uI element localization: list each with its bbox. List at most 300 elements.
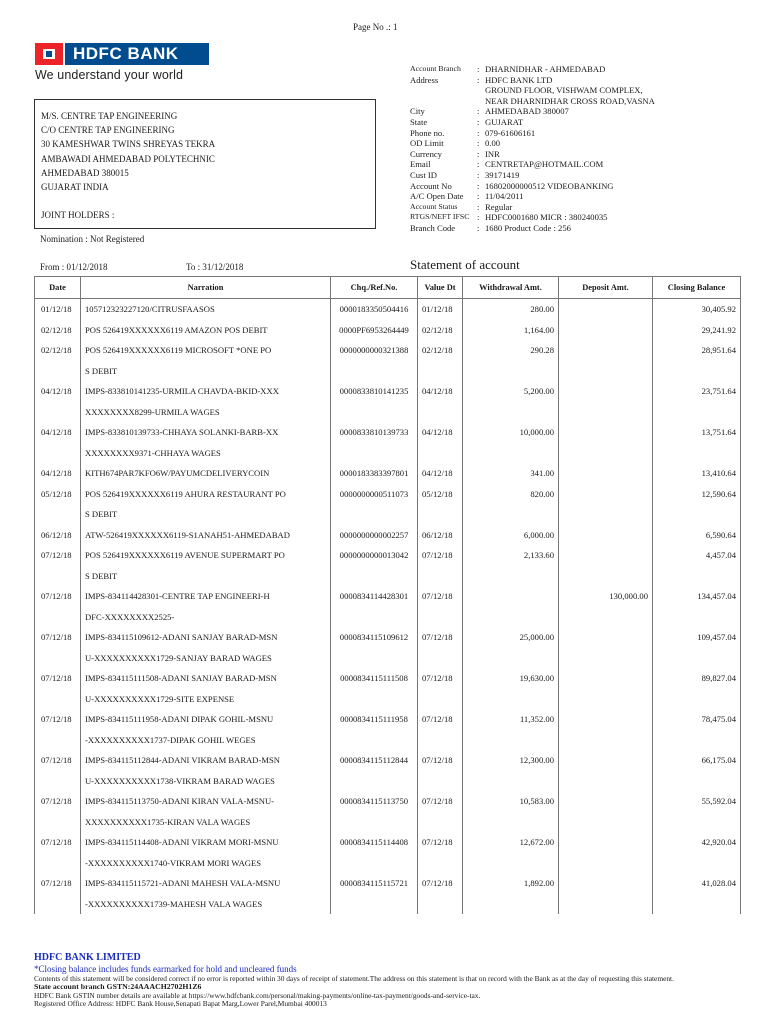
empty-cell bbox=[418, 894, 463, 915]
deposit-cell bbox=[559, 320, 653, 341]
account-info-label: Currency bbox=[410, 148, 442, 159]
account-info-label: RTGS/NEFT IFSC bbox=[410, 212, 470, 222]
withdrawal-cell: 1,164.00 bbox=[463, 320, 559, 341]
narration-cell: POS 526419XXXXXX6119 AMAZON POS DEBIT bbox=[81, 320, 331, 341]
empty-cell bbox=[653, 607, 741, 628]
withdrawal-cell: 290.28 bbox=[463, 340, 559, 361]
deposit-cell bbox=[559, 873, 653, 894]
empty-cell bbox=[559, 730, 653, 751]
withdrawal-cell: 2,133.60 bbox=[463, 545, 559, 566]
empty-cell bbox=[653, 894, 741, 915]
deposit-cell bbox=[559, 791, 653, 812]
empty-cell bbox=[463, 648, 559, 669]
empty-cell bbox=[463, 730, 559, 751]
deposit-cell bbox=[559, 422, 653, 443]
empty-cell bbox=[331, 648, 418, 669]
empty-cell bbox=[418, 361, 463, 382]
ref-cell: 0000833810141235 bbox=[331, 381, 418, 402]
date-cell: 02/12/18 bbox=[35, 320, 81, 341]
empty-cell bbox=[35, 771, 81, 792]
account-info-value: HDFC BANK LTD bbox=[485, 74, 553, 85]
ref-cell: 0000000000511073 bbox=[331, 484, 418, 505]
empty-cell bbox=[35, 730, 81, 751]
customer-address-line: AHMEDABAD 380015 bbox=[41, 167, 129, 178]
table-row-continuation bbox=[35, 504, 741, 525]
period-to: To : 31/12/2018 bbox=[186, 262, 244, 272]
empty-cell bbox=[35, 689, 81, 710]
account-info-value: AHMEDABAD 380007 bbox=[485, 106, 569, 117]
value-date-cell: 07/12/18 bbox=[418, 709, 463, 730]
empty-cell bbox=[418, 853, 463, 874]
narration-cell: IMPS-834115109612-ADANI SANJAY BARAD-MSN bbox=[81, 627, 331, 648]
withdrawal-cell: 11,352.00 bbox=[463, 709, 559, 730]
empty-cell bbox=[418, 443, 463, 464]
ref-cell: 0000834115109612 bbox=[331, 627, 418, 648]
deposit-cell bbox=[559, 832, 653, 853]
table-row bbox=[35, 545, 741, 566]
withdrawal-cell: 12,672.00 bbox=[463, 832, 559, 853]
value-date-cell: 07/12/18 bbox=[418, 545, 463, 566]
table-row bbox=[35, 381, 741, 402]
deposit-cell bbox=[559, 709, 653, 730]
narration-cell: IMPS-834115114408-ADANI VIKRAM MORI-MSNU bbox=[81, 832, 331, 853]
account-details bbox=[410, 64, 655, 234]
empty-cell bbox=[653, 730, 741, 751]
ref-cell: 0000000000013042 bbox=[331, 545, 418, 566]
empty-cell bbox=[559, 607, 653, 628]
value-date-cell: 07/12/18 bbox=[418, 627, 463, 648]
value-date-cell: 07/12/18 bbox=[418, 832, 463, 853]
account-info-row: Phone no. : 079-61606161 bbox=[410, 127, 536, 138]
account-info-label: Account Status bbox=[410, 201, 458, 211]
date-cell: 07/12/18 bbox=[35, 750, 81, 771]
table-row bbox=[35, 299, 741, 320]
deposit-cell bbox=[559, 750, 653, 771]
table-row bbox=[35, 463, 741, 484]
table-row-continuation bbox=[35, 361, 741, 382]
account-info-label: A/C Open Date bbox=[410, 191, 464, 202]
withdrawal-cell: 19,630.00 bbox=[463, 668, 559, 689]
deposit-cell bbox=[559, 299, 653, 320]
account-info-label: Email bbox=[410, 159, 431, 170]
date-cell: 07/12/18 bbox=[35, 791, 81, 812]
account-info-row: OD Limit : 0.00 bbox=[410, 138, 501, 149]
table-row bbox=[35, 484, 741, 505]
account-info-value: GUJARAT bbox=[485, 116, 524, 127]
bank-tagline: We understand your world bbox=[35, 68, 184, 82]
table-row bbox=[35, 709, 741, 730]
empty-cell bbox=[559, 689, 653, 710]
withdrawal-cell: 5,200.00 bbox=[463, 381, 559, 402]
balance-cell: 89,827.04 bbox=[653, 668, 741, 689]
withdrawal-cell: 12,300.00 bbox=[463, 750, 559, 771]
account-info-row: Email : CENTRETAP@HOTMAIL.COM bbox=[410, 159, 604, 170]
narration-cell: 105712323227120/CITRUSFAASOS bbox=[81, 299, 331, 320]
table-row bbox=[35, 627, 741, 648]
empty-cell bbox=[463, 402, 559, 423]
ref-cell: 0000000000321388 bbox=[331, 340, 418, 361]
account-info-row: Account Branch : DHARNIDHAR - AHMEDABAD bbox=[410, 64, 606, 74]
balance-cell: 66,175.04 bbox=[653, 750, 741, 771]
account-info-row bbox=[410, 85, 655, 96]
account-info-label: OD Limit bbox=[410, 138, 444, 149]
empty-cell bbox=[653, 648, 741, 669]
narration-cell: IMPS-833810141235-URMILA CHAVDA-BKID-XXX bbox=[81, 381, 331, 402]
ref-cell: 0000834114428301 bbox=[331, 586, 418, 607]
empty-cell bbox=[418, 730, 463, 751]
empty-cell bbox=[653, 771, 741, 792]
balance-cell: 23,751.64 bbox=[653, 381, 741, 402]
table-row bbox=[35, 422, 741, 443]
footer-registered-office: Registered Office Address: HDFC Bank House,Senapati Bapat Marg,Lower Parel,Mumbai 400013 bbox=[34, 999, 327, 1009]
withdrawal-cell: 341.00 bbox=[463, 463, 559, 484]
empty-cell bbox=[559, 361, 653, 382]
account-info-label bbox=[410, 96, 477, 107]
empty-cell bbox=[418, 689, 463, 710]
ref-cell: 0000183383397801 bbox=[331, 463, 418, 484]
value-date-cell: 04/12/18 bbox=[418, 463, 463, 484]
empty-cell bbox=[559, 648, 653, 669]
footer-bank-name: HDFC BANK LIMITED bbox=[34, 952, 141, 963]
account-info-row: Address : HDFC BANK LTD bbox=[410, 74, 553, 85]
withdrawal-cell: 25,000.00 bbox=[463, 627, 559, 648]
account-info-value: 0.00 bbox=[485, 138, 501, 149]
table-row-continuation bbox=[35, 853, 741, 874]
date-cell: 01/12/18 bbox=[35, 299, 81, 320]
empty-cell bbox=[331, 566, 418, 587]
column-header: Withdrawal Amt. bbox=[463, 277, 559, 299]
withdrawal-cell: 280.00 bbox=[463, 299, 559, 320]
empty-cell bbox=[463, 812, 559, 833]
balance-cell: 41,028.04 bbox=[653, 873, 741, 894]
empty-cell bbox=[418, 566, 463, 587]
narration-cell: -XXXXXXXXXX1740-VIKRAM MORI WAGES bbox=[81, 853, 331, 874]
narration-cell: ATW-526419XXXXXX6119-S1ANAH51-AHMEDABAD bbox=[81, 525, 331, 546]
customer-address-line bbox=[41, 194, 375, 208]
account-info-label: Account No bbox=[410, 180, 452, 191]
footer-disclaimer: Contents of this statement will be considered correct if no error is reported within 30 days of receipt of statement.The address on this statement is that on record with the Bank as at the day of requesting this statement. bbox=[34, 974, 674, 983]
empty-cell bbox=[559, 853, 653, 874]
ref-cell: 0000834115113750 bbox=[331, 791, 418, 812]
narration-cell: IMPS-834115113750-ADANI KIRAN VALA-MSNU- bbox=[81, 791, 331, 812]
narration-cell: POS 526419XXXXXX6119 AVENUE SUPERMART PO bbox=[81, 545, 331, 566]
empty-cell bbox=[331, 504, 418, 525]
empty-cell bbox=[463, 853, 559, 874]
narration-cell: IMPS-834114428301-CENTRE TAP ENGINEERI-H bbox=[81, 586, 331, 607]
empty-cell bbox=[653, 812, 741, 833]
empty-cell bbox=[463, 443, 559, 464]
account-info-label: Branch Code bbox=[410, 222, 456, 233]
footer-gstin: State account branch GSTN:24AAACH2702H1Z6 bbox=[34, 982, 202, 992]
narration-cell: S DEBIT bbox=[81, 361, 331, 382]
balance-cell: 4,457.04 bbox=[653, 545, 741, 566]
empty-cell bbox=[559, 443, 653, 464]
empty-cell bbox=[35, 812, 81, 833]
customer-address-line: AMBAWADI AHMEDABAD POLYTECHNIC bbox=[41, 153, 215, 164]
table-row-continuation bbox=[35, 648, 741, 669]
table-row-continuation bbox=[35, 443, 741, 464]
balance-cell: 29,241.92 bbox=[653, 320, 741, 341]
empty-cell bbox=[35, 504, 81, 525]
account-info-label bbox=[410, 85, 477, 96]
balance-cell: 42,920.04 bbox=[653, 832, 741, 853]
narration-cell: IMPS-834115111958-ADANI DIPAK GOHIL-MSNU bbox=[81, 709, 331, 730]
balance-cell: 134,457.04 bbox=[653, 586, 741, 607]
narration-cell: S DEBIT bbox=[81, 504, 331, 525]
empty-cell bbox=[35, 402, 81, 423]
deposit-cell bbox=[559, 545, 653, 566]
customer-address-line: GUJARAT INDIA bbox=[41, 182, 109, 193]
account-info-row: Currency : INR bbox=[410, 148, 500, 159]
withdrawal-cell bbox=[463, 586, 559, 607]
deposit-cell bbox=[559, 340, 653, 361]
empty-cell bbox=[418, 812, 463, 833]
column-header: Narration bbox=[81, 277, 331, 299]
value-date-cell: 01/12/18 bbox=[418, 299, 463, 320]
narration-cell: -XXXXXXXXXX1737-DIPAK GOHIL WEGES bbox=[81, 730, 331, 751]
table-row bbox=[35, 320, 741, 341]
table-row-continuation bbox=[35, 771, 741, 792]
empty-cell bbox=[463, 894, 559, 915]
empty-cell bbox=[418, 648, 463, 669]
account-info-value: 1680 Product Code : 256 bbox=[485, 222, 571, 233]
ref-cell: 0000834115115721 bbox=[331, 873, 418, 894]
date-cell: 07/12/18 bbox=[35, 586, 81, 607]
account-info-label: State bbox=[410, 116, 428, 127]
narration-cell: XXXXXXXX9371-CHHAYA WAGES bbox=[81, 443, 331, 464]
deposit-cell bbox=[559, 627, 653, 648]
value-date-cell: 07/12/18 bbox=[418, 586, 463, 607]
empty-cell bbox=[331, 853, 418, 874]
table-row bbox=[35, 832, 741, 853]
column-header: Value Dt bbox=[418, 277, 463, 299]
date-cell: 07/12/18 bbox=[35, 873, 81, 894]
value-date-cell: 04/12/18 bbox=[418, 381, 463, 402]
period-from: From : 01/12/2018 bbox=[40, 262, 108, 272]
empty-cell bbox=[331, 402, 418, 423]
empty-cell bbox=[331, 771, 418, 792]
table-row-continuation bbox=[35, 812, 741, 833]
customer-address-box bbox=[34, 99, 376, 229]
table-row bbox=[35, 525, 741, 546]
empty-cell bbox=[559, 894, 653, 915]
narration-cell: S DEBIT bbox=[81, 566, 331, 587]
date-cell: 04/12/18 bbox=[35, 422, 81, 443]
table-row-continuation bbox=[35, 402, 741, 423]
ref-cell: 0000183350504416 bbox=[331, 299, 418, 320]
empty-cell bbox=[463, 607, 559, 628]
empty-cell bbox=[463, 689, 559, 710]
table-row bbox=[35, 750, 741, 771]
empty-cell bbox=[559, 812, 653, 833]
balance-cell: 12,590.64 bbox=[653, 484, 741, 505]
value-date-cell: 04/12/18 bbox=[418, 422, 463, 443]
empty-cell bbox=[418, 402, 463, 423]
empty-cell bbox=[331, 361, 418, 382]
empty-cell bbox=[559, 771, 653, 792]
withdrawal-cell: 6,000.00 bbox=[463, 525, 559, 546]
customer-address-line: C/O CENTRE TAP ENGINEERING bbox=[41, 125, 175, 136]
account-info-value: INR bbox=[485, 148, 500, 159]
account-info-value: DHARNIDHAR - AHMEDABAD bbox=[485, 64, 606, 74]
account-info-row: City : AHMEDABAD 380007 bbox=[410, 106, 569, 117]
column-header: Date bbox=[35, 277, 81, 299]
withdrawal-cell: 1,892.00 bbox=[463, 873, 559, 894]
empty-cell bbox=[653, 853, 741, 874]
account-info-row: A/C Open Date : 11/04/2011 bbox=[410, 191, 524, 202]
hdfc-logo bbox=[35, 42, 215, 84]
column-header: Closing Balance bbox=[653, 277, 741, 299]
account-info-value: NEAR DHARNIDHAR CROSS ROAD,VASNA bbox=[485, 95, 655, 106]
empty-cell bbox=[653, 402, 741, 423]
account-info-row: Account No : 16802000000512 VIDEOBANKING bbox=[410, 180, 614, 191]
customer-address-line: M/S. CENTRE TAP ENGINEERING bbox=[41, 111, 178, 121]
ref-cell: 0000834115112844 bbox=[331, 750, 418, 771]
account-info-label: Phone no. bbox=[410, 127, 445, 138]
account-info-value: 11/04/2011 bbox=[485, 191, 524, 202]
table-body bbox=[35, 299, 741, 915]
value-date-cell: 07/12/18 bbox=[418, 750, 463, 771]
account-info-label: City bbox=[410, 106, 425, 117]
empty-cell bbox=[653, 504, 741, 525]
withdrawal-cell: 820.00 bbox=[463, 484, 559, 505]
narration-cell: IMPS-834115115721-ADANI MAHESH VALA-MSNU bbox=[81, 873, 331, 894]
account-info-value: 39171419 bbox=[485, 169, 520, 180]
empty-cell bbox=[418, 607, 463, 628]
narration-cell: DFC-XXXXXXXX2525- bbox=[81, 607, 331, 628]
date-cell: 07/12/18 bbox=[35, 627, 81, 648]
account-info-row: Branch Code : 1680 Product Code : 256 bbox=[410, 222, 571, 233]
empty-cell bbox=[331, 607, 418, 628]
footer-balance-note: *Closing balance includes funds earmarked for hold and uncleared funds bbox=[34, 964, 297, 974]
empty-cell bbox=[35, 648, 81, 669]
nomination: Nomination : Not Registered bbox=[40, 234, 145, 244]
statement-footer bbox=[34, 952, 734, 1009]
deposit-cell: 130,000.00 bbox=[559, 586, 653, 607]
footer-gstin-note: HDFC Bank GSTIN number details are available at https://www.hdfcbank.com/personal/making-payments/online-tax-payment/goods-and-service-tax. bbox=[34, 990, 481, 1000]
table-row bbox=[35, 873, 741, 894]
value-date-cell: 07/12/18 bbox=[418, 873, 463, 894]
ref-cell: 0000834115111958 bbox=[331, 709, 418, 730]
customer-address-line: 30 KAMESHWAR TWINS SHREYAS TEKRA bbox=[41, 139, 216, 150]
balance-cell: 78,475.04 bbox=[653, 709, 741, 730]
empty-cell bbox=[331, 730, 418, 751]
empty-cell bbox=[653, 443, 741, 464]
account-info-value: Regular bbox=[485, 201, 513, 212]
empty-cell bbox=[463, 504, 559, 525]
narration-cell: U-XXXXXXXXXX1729-SANJAY BARAD WAGES bbox=[81, 648, 331, 669]
withdrawal-cell: 10,583.00 bbox=[463, 791, 559, 812]
empty-cell bbox=[35, 607, 81, 628]
account-info-row: Cust ID : 39171419 bbox=[410, 169, 520, 180]
date-cell: 05/12/18 bbox=[35, 484, 81, 505]
table-row bbox=[35, 340, 741, 361]
transactions-table bbox=[34, 276, 741, 914]
ref-cell: 0000000000002257 bbox=[331, 525, 418, 546]
value-date-cell: 05/12/18 bbox=[418, 484, 463, 505]
ref-cell: 0000834115114408 bbox=[331, 832, 418, 853]
hdfc-logo-icon bbox=[35, 43, 63, 65]
balance-cell: 55,592.04 bbox=[653, 791, 741, 812]
date-cell: 04/12/18 bbox=[35, 463, 81, 484]
table-row-continuation bbox=[35, 689, 741, 710]
empty-cell bbox=[331, 689, 418, 710]
table-row bbox=[35, 586, 741, 607]
empty-cell bbox=[559, 566, 653, 587]
table-row-continuation bbox=[35, 730, 741, 751]
deposit-cell bbox=[559, 381, 653, 402]
balance-cell: 13,410.64 bbox=[653, 463, 741, 484]
account-info-row bbox=[410, 96, 655, 107]
narration-cell: U-XXXXXXXXXX1738-VIKRAM BARAD WAGES bbox=[81, 771, 331, 792]
narration-cell: POS 526419XXXXXX6119 MICROSOFT *ONE PO bbox=[81, 340, 331, 361]
deposit-cell bbox=[559, 668, 653, 689]
table-row-continuation bbox=[35, 894, 741, 915]
account-info-row: State : GUJARAT bbox=[410, 116, 524, 127]
column-header: Chq./Ref.No. bbox=[331, 277, 418, 299]
narration-cell: XXXXXXXX8299-URMILA WAGES bbox=[81, 402, 331, 423]
account-info-value: 16802000000512 VIDEOBANKING bbox=[485, 180, 614, 191]
deposit-cell bbox=[559, 525, 653, 546]
narration-cell: IMPS-834115111508-ADANI SANJAY BARAD-MSN bbox=[81, 668, 331, 689]
empty-cell bbox=[35, 361, 81, 382]
empty-cell bbox=[331, 894, 418, 915]
date-cell: 07/12/18 bbox=[35, 668, 81, 689]
statement-title: Statement of account bbox=[410, 257, 520, 272]
empty-cell bbox=[418, 504, 463, 525]
table-header-row bbox=[35, 277, 741, 299]
account-info-value: HDFC0001680 MICR : 380240035 bbox=[485, 212, 608, 223]
value-date-cell: 07/12/18 bbox=[418, 668, 463, 689]
date-cell: 02/12/18 bbox=[35, 340, 81, 361]
empty-cell bbox=[559, 504, 653, 525]
balance-cell: 28,951.64 bbox=[653, 340, 741, 361]
balance-cell: 13,751.64 bbox=[653, 422, 741, 443]
value-date-cell: 07/12/18 bbox=[418, 791, 463, 812]
balance-cell: 109,457.04 bbox=[653, 627, 741, 648]
empty-cell bbox=[35, 443, 81, 464]
empty-cell bbox=[559, 402, 653, 423]
balance-cell: 6,590.64 bbox=[653, 525, 741, 546]
date-cell: 07/12/18 bbox=[35, 545, 81, 566]
withdrawal-cell: 10,000.00 bbox=[463, 422, 559, 443]
table-row-continuation bbox=[35, 607, 741, 628]
ref-cell: 0000PF6953264449 bbox=[331, 320, 418, 341]
date-cell: 07/12/18 bbox=[35, 832, 81, 853]
date-cell: 04/12/18 bbox=[35, 381, 81, 402]
empty-cell bbox=[653, 689, 741, 710]
date-cell: 07/12/18 bbox=[35, 709, 81, 730]
value-date-cell: 06/12/18 bbox=[418, 525, 463, 546]
table-row bbox=[35, 668, 741, 689]
table-row-continuation bbox=[35, 566, 741, 587]
account-info-row: RTGS/NEFT IFSC : HDFC0001680 MICR : 380240035 bbox=[410, 212, 608, 223]
narration-cell: -XXXXXXXXXX1739-MAHESH VALA WAGES bbox=[81, 894, 331, 915]
account-info-label: Cust ID bbox=[410, 169, 437, 180]
deposit-cell bbox=[559, 484, 653, 505]
customer-address-line: JOINT HOLDERS : bbox=[41, 210, 115, 221]
empty-cell bbox=[463, 771, 559, 792]
ref-cell: 0000833810139733 bbox=[331, 422, 418, 443]
narration-cell: IMPS-834115112844-ADANI VIKRAM BARAD-MSN bbox=[81, 750, 331, 771]
table-row bbox=[35, 791, 741, 812]
account-info-label: Account Branch bbox=[410, 64, 461, 73]
narration-cell: POS 526419XXXXXX6119 AHURA RESTAURANT PO bbox=[81, 484, 331, 505]
page-number: Page No .: 1 bbox=[353, 22, 398, 32]
account-info-label: Address bbox=[410, 74, 439, 85]
narration-cell: XXXXXXXXXX1735-KIRAN VALA WAGES bbox=[81, 812, 331, 833]
account-info-value: GROUND FLOOR, VISHWAM COMPLEX, bbox=[485, 85, 643, 96]
